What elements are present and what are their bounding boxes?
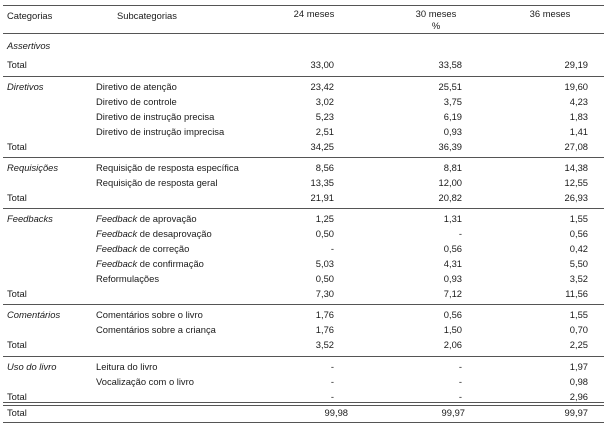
value-36: 3,52 <box>569 273 588 284</box>
total-label: Total <box>7 339 27 350</box>
value-30: 1,31 <box>443 213 462 224</box>
value-30: - <box>458 228 462 239</box>
total-36: 2,96 <box>569 391 588 402</box>
value-24: 3,02 <box>315 96 334 107</box>
value-36: 0,42 <box>569 243 588 254</box>
grand-total-36: 99,97 <box>564 407 588 418</box>
total-24: 21,91 <box>310 192 334 203</box>
header-30-meses: 30 meses <box>415 8 457 19</box>
subcategory-label <box>96 243 189 254</box>
subcategory-text: Diretivo de atenção <box>96 81 177 92</box>
category-label: Assertivos <box>7 40 51 51</box>
header-36-meses: 36 meses <box>529 8 571 19</box>
subcategory-label <box>96 162 239 173</box>
category-label: Uso do livro <box>7 361 57 372</box>
category-label: Feedbacks <box>7 213 53 224</box>
grand-total-rule-1 <box>3 402 604 403</box>
subcategory-label <box>96 213 197 224</box>
value-30: 4,31 <box>443 258 462 269</box>
subcategory-text: de desaprovação <box>137 228 212 239</box>
value-24: 13,35 <box>310 177 334 188</box>
header-subcategorias: Subcategorias <box>117 10 177 21</box>
total-label: Total <box>7 141 27 152</box>
bottom-rule <box>3 422 604 423</box>
value-30: 8,81 <box>443 162 462 173</box>
value-24: 1,76 <box>315 309 334 320</box>
value-24: 1,25 <box>315 213 334 224</box>
subcategory-text: Leitura do livro <box>96 361 158 372</box>
value-30: 12,00 <box>438 177 462 188</box>
subcategory-label <box>96 111 214 122</box>
subcategory-label <box>96 258 204 269</box>
category-label: Comentários <box>7 309 61 320</box>
subcategory-label <box>96 126 224 137</box>
value-30: - <box>458 361 462 372</box>
grand-total-30: 99,97 <box>441 407 465 418</box>
value-30: 6,19 <box>443 111 462 122</box>
total-36: 26,93 <box>564 192 588 203</box>
subcategory-text: Vocalização com o livro <box>96 376 194 387</box>
total-30: - <box>458 391 462 402</box>
value-36: 1,55 <box>569 309 588 320</box>
total-label: Total <box>7 192 27 203</box>
category-label: Diretivos <box>7 81 44 92</box>
total-label: Total <box>7 288 27 299</box>
total-30: 20,82 <box>438 192 462 203</box>
section-rule <box>3 157 604 158</box>
value-24: 0,50 <box>315 228 334 239</box>
total-24: 34,25 <box>310 141 334 152</box>
value-30: 0,56 <box>443 309 462 320</box>
subcategory-label <box>96 309 203 320</box>
total-36: 11,56 <box>565 288 588 299</box>
subcategory-label <box>96 81 177 92</box>
total-30: 7,12 <box>443 288 462 299</box>
subcategory-text: Diretivo de controle <box>96 96 177 107</box>
subcategory-text: de confirmação <box>137 258 204 269</box>
section-rule <box>3 356 604 357</box>
subcategory-label <box>96 324 216 335</box>
value-36: 1,55 <box>569 213 588 224</box>
total-36: 29,19 <box>564 59 588 70</box>
section-rule <box>3 304 604 305</box>
subcategory-text: Comentários sobre o livro <box>96 309 203 320</box>
value-36: 0,98 <box>569 376 588 387</box>
value-24: - <box>330 243 334 254</box>
total-label: Total <box>7 59 27 70</box>
subcategory-text: Diretivo de instrução imprecisa <box>96 126 225 137</box>
value-36: 19,60 <box>564 81 588 92</box>
subcategory-text: de correção <box>137 243 190 254</box>
subcategory-label <box>96 273 159 284</box>
subcategory-label <box>96 177 217 188</box>
subcategory-emphasis: Feedback <box>96 228 138 239</box>
header-categorias: Categorias <box>7 10 53 21</box>
value-36: 0,70 <box>569 324 588 335</box>
total-24: 7,30 <box>315 288 334 299</box>
subcategory-label <box>96 96 177 107</box>
value-24: 8,56 <box>315 162 334 173</box>
value-30: 1,50 <box>443 324 462 335</box>
header-unit: % <box>431 20 441 31</box>
total-36: 2,25 <box>569 339 588 350</box>
value-36: 5,50 <box>569 258 588 269</box>
value-30: 0,93 <box>443 273 462 284</box>
grand-total-24: 99,98 <box>324 407 348 418</box>
section-rule <box>3 208 604 209</box>
section-rule <box>3 76 604 77</box>
value-24: - <box>330 361 334 372</box>
value-30: - <box>458 376 462 387</box>
subcategory-text: de aprovação <box>137 213 197 224</box>
subcategory-emphasis: Feedback <box>96 213 138 224</box>
value-24: 0,50 <box>315 273 334 284</box>
subcategory-emphasis: Feedback <box>96 258 138 269</box>
header-24-meses: 24 meses <box>293 8 335 19</box>
grand-total-rule-2 <box>3 405 604 406</box>
value-36: 1,41 <box>569 126 588 137</box>
subcategory-label <box>96 376 194 387</box>
value-24: 5,03 <box>315 258 334 269</box>
total-24: 33,00 <box>310 59 334 70</box>
subcategory-text: Requisição de resposta geral <box>96 177 218 188</box>
value-36: 4,23 <box>569 96 588 107</box>
value-30: 0,56 <box>443 243 462 254</box>
subcategory-label <box>96 228 212 239</box>
value-36: 1,97 <box>569 361 588 372</box>
total-30: 36,39 <box>438 141 462 152</box>
top-rule <box>3 5 604 6</box>
value-24: 1,76 <box>315 324 334 335</box>
subcategory-emphasis: Feedback <box>96 243 138 254</box>
value-36: 1,83 <box>569 111 588 122</box>
category-label: Requisições <box>7 162 59 173</box>
value-36: 12,55 <box>564 177 588 188</box>
value-24: - <box>330 376 334 387</box>
value-30: 3,75 <box>443 96 462 107</box>
subcategory-text: Comentários sobre a criança <box>96 324 216 335</box>
subcategory-text: Diretivo de instrução precisa <box>96 111 215 122</box>
value-24: 2,51 <box>315 126 334 137</box>
value-36: 0,56 <box>569 228 588 239</box>
value-36: 14,38 <box>564 162 588 173</box>
header-rule <box>3 33 604 34</box>
subcategory-label <box>96 361 158 372</box>
total-30: 33,58 <box>438 59 462 70</box>
subcategory-text: Requisição de resposta específica <box>96 162 239 173</box>
total-24: - <box>330 391 334 402</box>
total-36: 27,08 <box>564 141 588 152</box>
value-30: 0,93 <box>443 126 462 137</box>
value-24: 23,42 <box>310 81 334 92</box>
total-label: Total <box>7 391 27 402</box>
value-24: 5,23 <box>315 111 334 122</box>
subcategory-text: Reformulações <box>96 273 160 284</box>
total-24: 3,52 <box>315 339 334 350</box>
value-30: 25,51 <box>438 81 462 92</box>
grand-total-label: Total <box>7 407 27 418</box>
total-30: 2,06 <box>443 339 462 350</box>
